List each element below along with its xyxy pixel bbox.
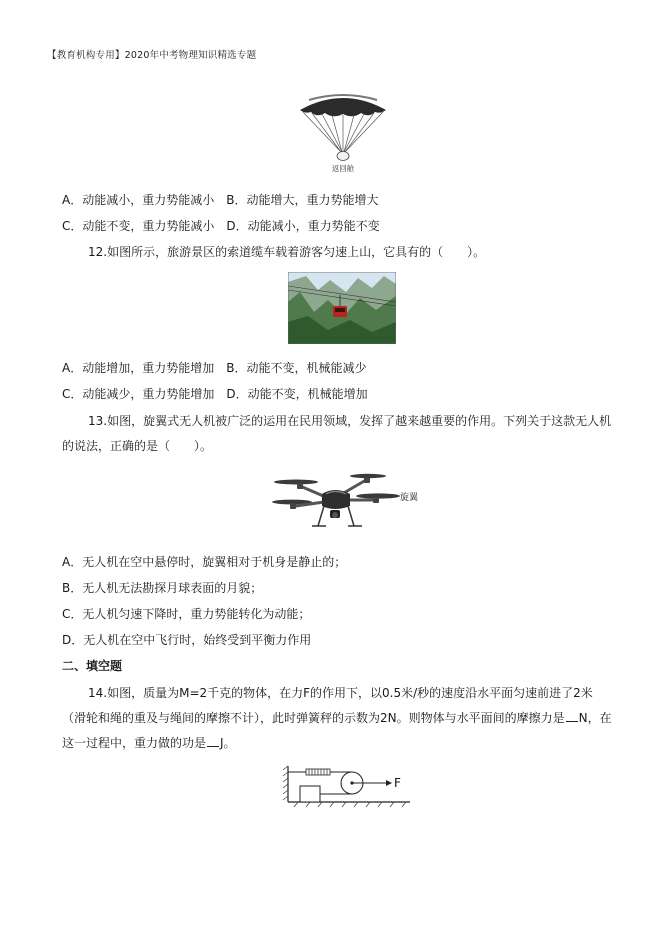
q12-option-ab: A．动能增加，重力势能增加 B．动能不变，机械能减少	[62, 361, 367, 375]
q13-option-c: C．无人机匀速下降时，重力势能转化为动能；	[62, 607, 311, 621]
rotor-label: 旋翼	[400, 493, 419, 503]
q11-option-ab: A．动能减小，重力势能减小 B．动能增大，重力势能增大	[62, 193, 379, 207]
q14-text-part1: 14.如图，质量为M=2千克的物体，在力F的作用下，以0.5米/秒的速度沿水平面匀速前进了2米（滑轮和绳的重及与绳间的摩擦不计），此时弹簧秤的示数为2N。则物体与水平面间的摩擦力是	[62, 686, 593, 725]
q12-stem: 12.如图所示，旅游景区的索道缆车载着游客匀速上山，它具有的（ ）。	[88, 245, 486, 259]
q14-text-part3: J。	[220, 736, 236, 750]
q13-option-b: B．无人机无法勘探月球表面的月貌；	[62, 581, 263, 595]
q12-option-cd: C．动能减少，重力势能增加 D．动能不变，机械能增加	[62, 387, 368, 401]
drone-figure	[270, 468, 425, 540]
q14-blank-work[interactable]	[207, 746, 219, 747]
q14-text-part2: N，在这一过程中，重力做的功是	[62, 711, 612, 750]
force-label: F	[394, 776, 401, 790]
parachute-caption: 返回舱	[331, 164, 355, 173]
cable-car-figure	[288, 272, 396, 344]
q11-option-cd: C．动能不变，重力势能减小 D．动能减小，重力势能不变	[62, 219, 380, 233]
q14-stem	[62, 681, 614, 756]
parachute-figure	[297, 92, 389, 174]
pulley-figure	[282, 764, 412, 808]
q13-stem: 13.如图，旋翼式无人机被广泛的运用在民用领域，发挥了越来越重要的作用。下列关于这款无人机的说法，正确的是（ ）。	[62, 414, 612, 453]
section-fill-in-title: 二、填空题	[62, 659, 123, 673]
q14-blank-friction[interactable]	[566, 721, 578, 722]
q13-option-a: A．无人机在空中悬停时，旋翼相对于机身是静止的；	[62, 555, 347, 569]
q13-option-d: D．无人机在空中飞行时，始终受到平衡力作用	[62, 633, 312, 647]
page-header: 【教育机构专用】2020年中考物理知识精选专题	[47, 50, 257, 61]
